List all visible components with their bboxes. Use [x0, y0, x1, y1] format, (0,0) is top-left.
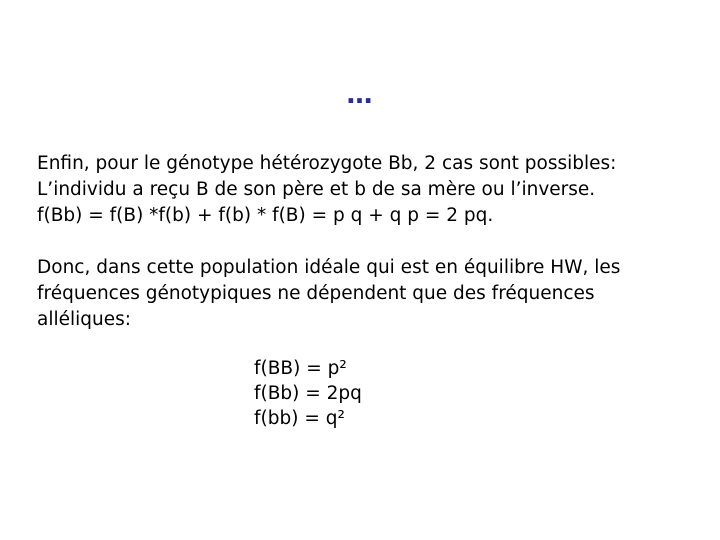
- formula-bb-homozygous-dominant: f(BB) = p²: [254, 358, 347, 379]
- text-line: Donc, dans cette population idéale qui est en équilibre HW, les: [37, 257, 621, 278]
- formula-bb-heterozygous: f(Bb) = 2pq: [254, 383, 362, 404]
- slide-title: …: [346, 80, 374, 110]
- genotype-formulas: [254, 356, 362, 431]
- text-line: fréquences génotypiques ne dépendent que des fréquences: [37, 283, 595, 304]
- text-line: f(Bb) = f(B) *f(b) + f(b) * f(B) = p q + q p = 2 pq.: [37, 205, 494, 226]
- text-line: L’individu a reçu B de son père et b de sa mère ou l’inverse.: [37, 179, 596, 200]
- paragraph-heterozygote: [37, 151, 687, 229]
- text-line: Enfin, pour le génotype hétérozygote Bb, 2 cas sont possibles:: [37, 153, 617, 174]
- text-line: alléliques:: [37, 309, 131, 330]
- paragraph-conclusion: [37, 255, 687, 333]
- formula-bb-homozygous-recessive: f(bb) = q²: [254, 408, 345, 429]
